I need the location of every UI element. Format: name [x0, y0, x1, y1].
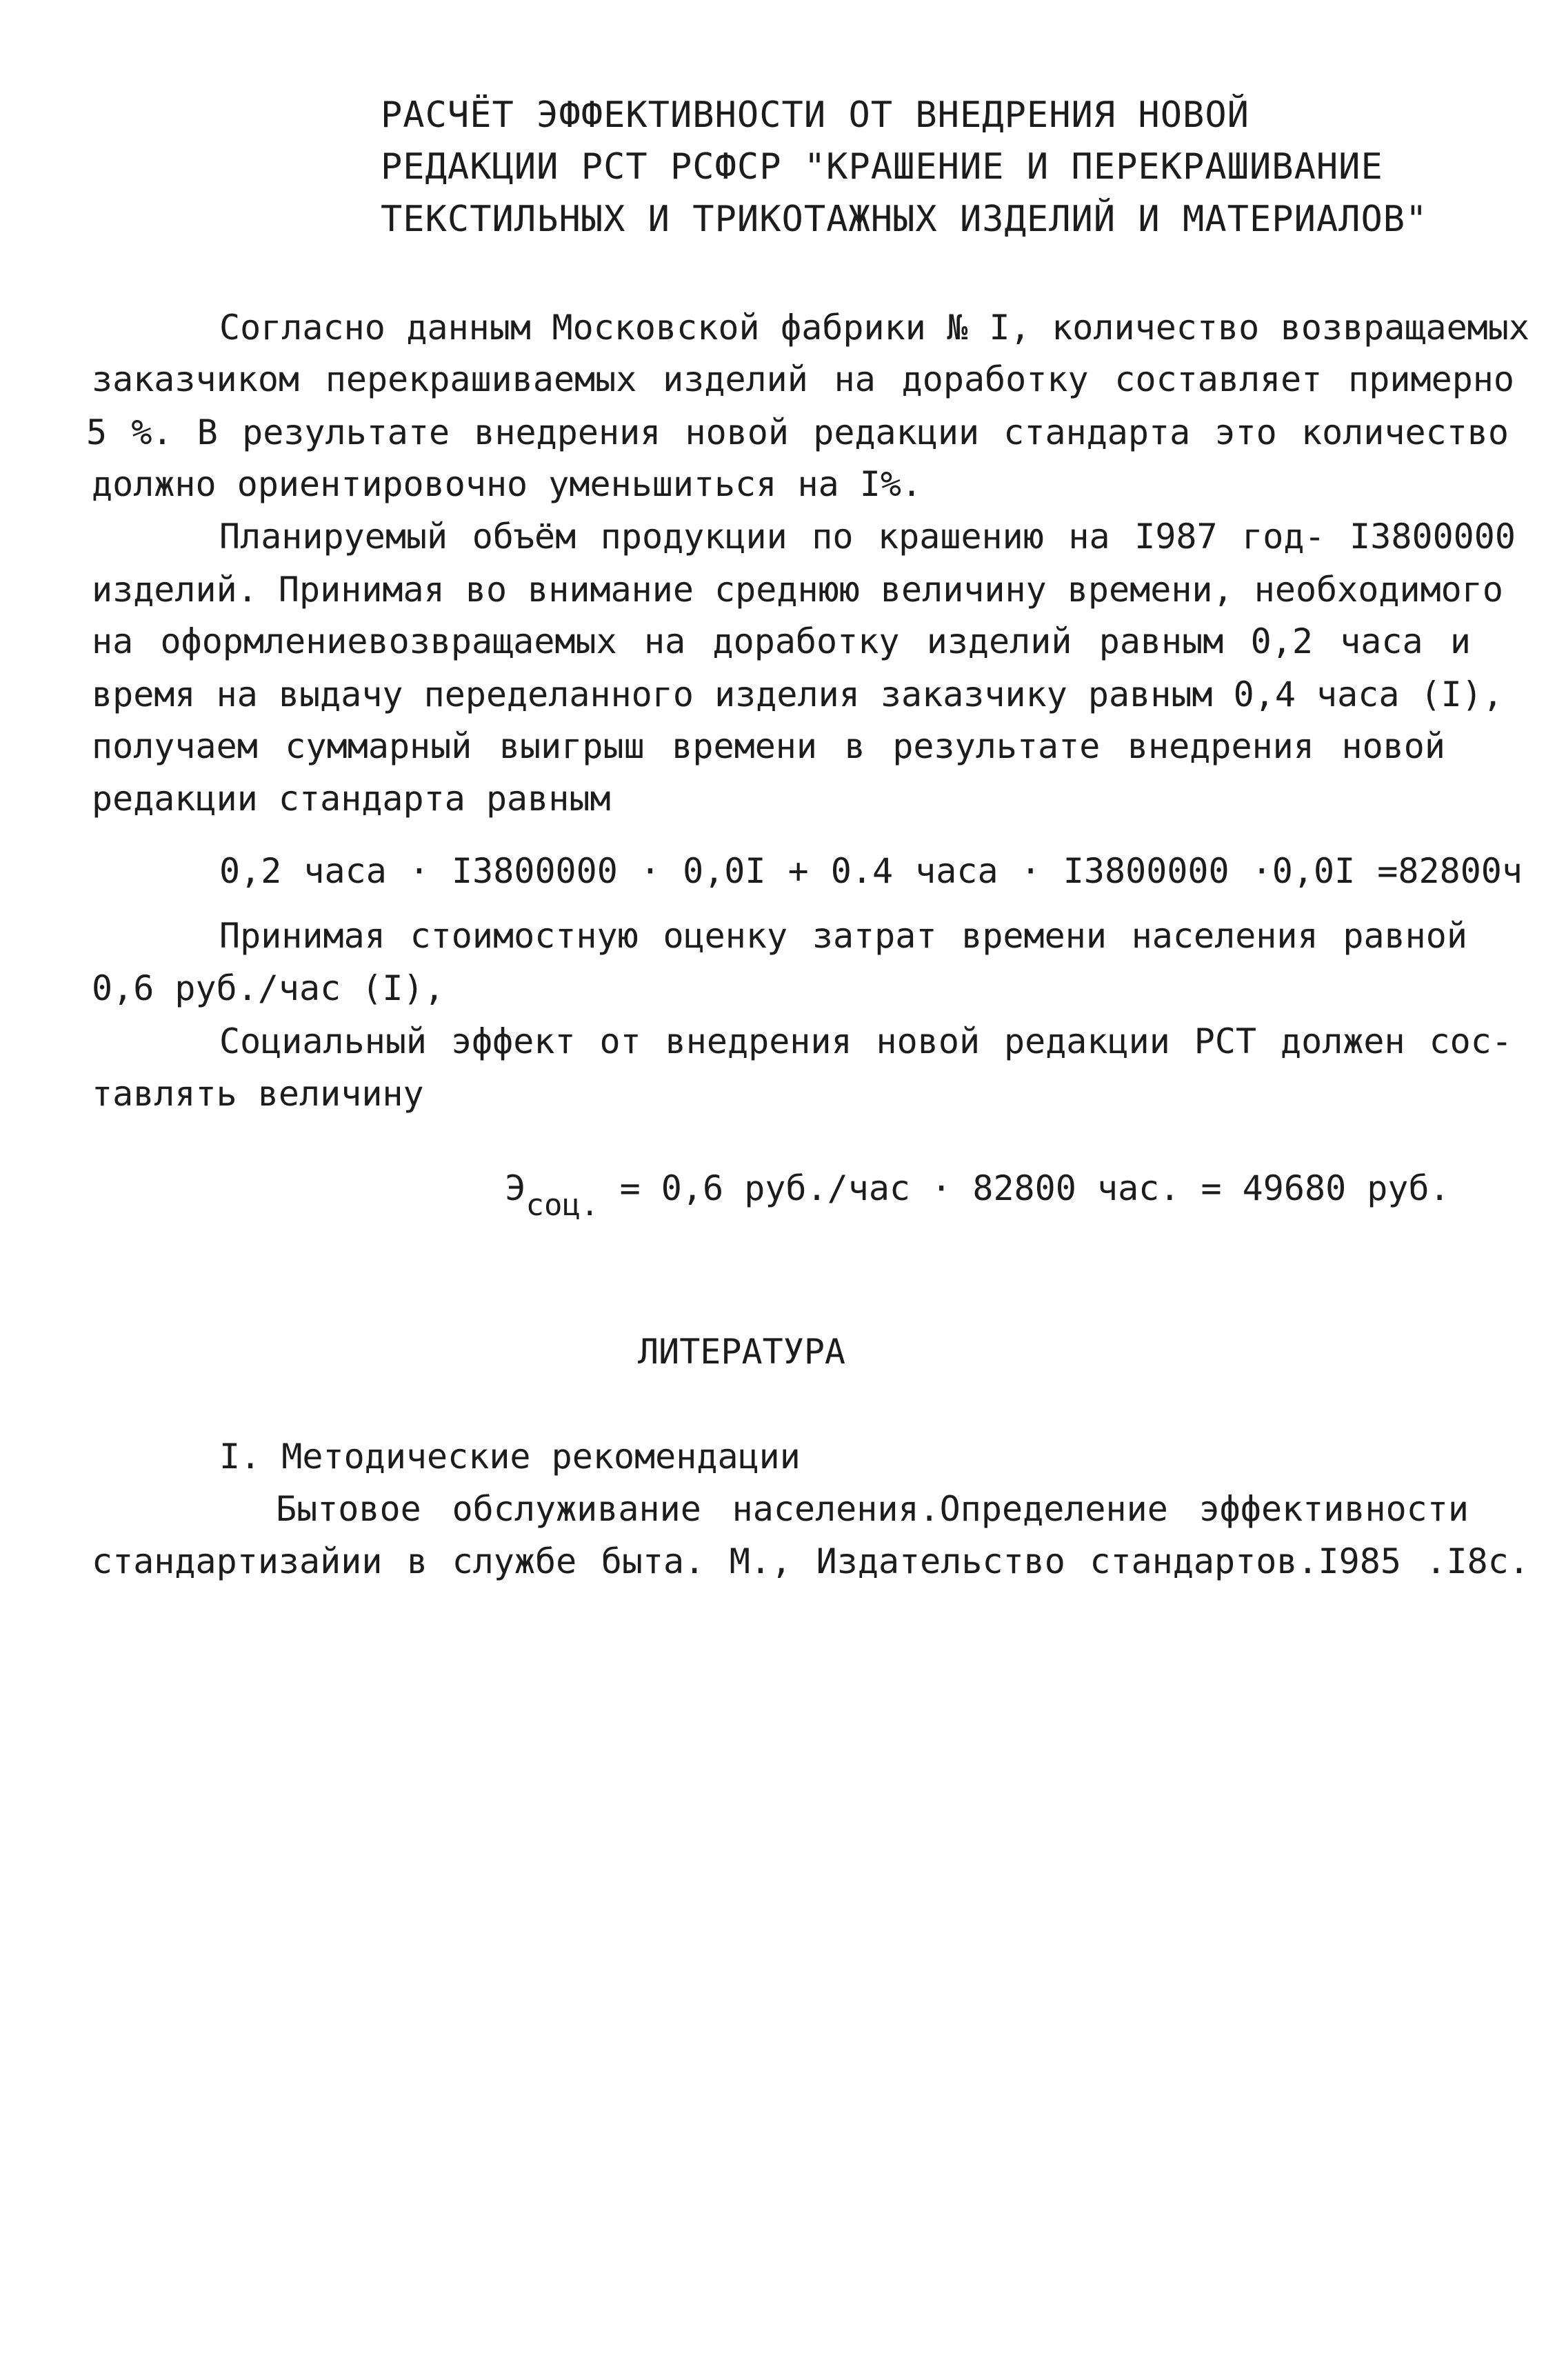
formula-social-effect — [422, 1126, 1450, 1268]
paragraph-1-line-1: Согласно данным Московской фабрики № I, количество возвращаемых — [219, 308, 1529, 348]
formula-symbol: Э — [505, 1168, 526, 1208]
paragraph-1-line-3: 5 %. В результате внедрения новой редакции стандарта это количество — [86, 412, 1509, 452]
paragraph-2-line-1: Планируемый объём продукции по крашению на I987 год- I3800000 — [219, 517, 1516, 557]
paragraph-1-line-4: должно ориентировочно уменьшиться на I%. — [92, 464, 923, 504]
reference-1-line-1: Бытовое обслуживание населения.Определение эффективности — [276, 1489, 1469, 1529]
formula-subscript: соц. — [525, 1188, 599, 1223]
formula-time-savings: 0,2 часа · I3800000 · 0,0I + 0.4 часа · I3800000 ·0,0I =82800ч — [219, 851, 1523, 891]
paragraph-3-line-4: тавлять величину — [92, 1074, 424, 1114]
reference-1-title: I. Методические рекомендации — [219, 1437, 801, 1477]
reference-1-line-2: стандартизайии в службе быта. М., Издательство стандартов.I985 .I8с. — [92, 1541, 1529, 1581]
paragraph-2-line-3: на оформлениевозвращаемых на доработку изделий равным 0,2 часа и — [92, 621, 1471, 661]
paragraph-2-line-2: изделий. Принимая во внимание среднюю величину времени, необходимого — [92, 570, 1503, 610]
title-line-1: РАСЧЁТ ЭФФЕКТИВНОСТИ ОТ ВНЕДРЕНИЯ НОВОЙ — [381, 94, 1249, 136]
paragraph-2-line-6: редакции стандарта равным — [92, 779, 611, 819]
paragraph-2-line-4: время на выдачу переделанного изделия заказчику равным 0,4 часа (I), — [92, 674, 1503, 714]
paragraph-1-line-2: заказчиком перекрашиваемых изделий на доработку составляет примерно — [92, 359, 1514, 399]
paragraph-3-line-2: 0,6 руб./час (I), — [92, 968, 445, 1008]
literature-heading: ЛИТЕРАТУРА — [638, 1332, 846, 1372]
title-line-3: ТЕКСТИЛЬНЫХ И ТРИКОТАЖНЫХ ИЗДЕЛИЙ И МАТЕРИАЛОВ" — [381, 199, 1428, 240]
paragraph-2-line-5: получаем суммарный выигрыш времени в результате внедрения новой — [92, 726, 1445, 766]
title-line-2: РЕДАКЦИИ РСТ РСФСР "КРАШЕНИЕ И ПЕРЕКРАШИВАНИЕ — [381, 146, 1383, 188]
formula-rest: = 0,6 руб./час · 82800 час. = 49680 руб. — [599, 1168, 1450, 1208]
paragraph-3-line-3: Социальный эффект от внедрения новой редакции РСТ должен сос- — [219, 1021, 1512, 1061]
paragraph-3-line-1: Принимая стоимостную оценку затрат времени населения равной — [219, 916, 1467, 956]
